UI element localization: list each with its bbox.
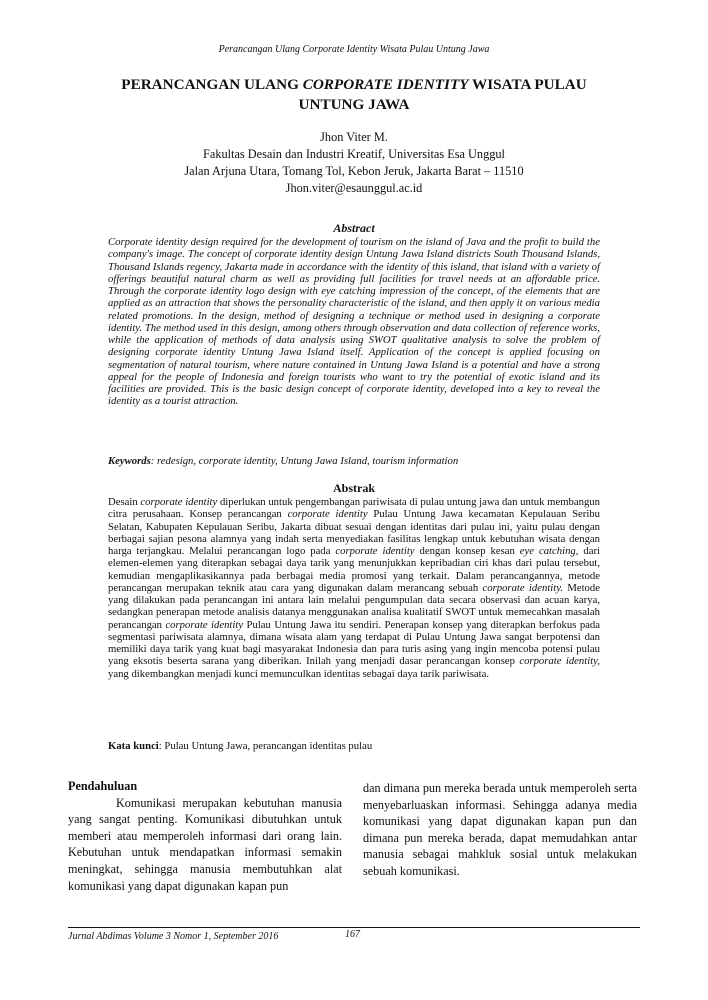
abstract-text: Corporate identity design required for the development of tourism on the island of Java and the profit to build the company's image. The concept of corporate identity design Untung Jawa Island districts South Thousand Islands, Thousand Islands regency, Jakarta made in accordance with the identity of this island, that island with a variety of offerings beautiful natural charm as well as providing full facilities for travel needs at an affordable price. Through the corporate identity logo design with eye catching impression of the concept, of the elements that are applied as an attraction that shows the personality characteristic of the island, and then apply it on various media related promotions. In the design, method of designing a technique or method used in designing a corporate identity. The method used in this design, among others through observation and data collection of reference works, while the application of methods of data analysis using SWOT qualitative analysis to solve the problem of designing corporate identity Untung Jawa Island itself. Application of the concept is applied focusing on segmentation of natural tourism, where nature contained in Untung Jawa Island is a potential and have a strong appeal for the people of Indonesia and foreign tourists who want to try the potential of exotic island and its facilities are provided. This is the basic design concept of corporate identity, developed into a key to reveal the identity as a tourist attraction. xyxy=(108,236,600,408)
abstrak-segment: Desain xyxy=(108,496,141,508)
running-header: Perancangan Ulang Corporate Identity Wisata Pulau Untung Jawa xyxy=(218,44,490,55)
page-number: 167 xyxy=(345,929,360,940)
abstrak-text xyxy=(108,496,600,680)
body-column-left xyxy=(68,778,342,894)
keywords-label: Keywords xyxy=(108,455,151,467)
body-paragraph: dan dimana pun mereka berada untuk memperoleh serta menyebarluaskan informasi. Sehingga adanya media komunikasi yang dapat digunakan kapan pun dan dimana pun mereka berada, dapat memudahkan antar manusia sebagai mahkluk sosial untuk melakukan sebuah komunikasi. xyxy=(363,781,637,878)
abstrak-segment: Metode yang dilakukan pada perancangan ini antara lain melalui pengumpulan data secara observasi dan acuan karya, sedangkan penerapan metode analisis datanya menggunakan analisa kualitatif SWOT untuk memecahkan masalah perancangan xyxy=(108,581,600,631)
title-line-2: UNTUNG JAWA xyxy=(298,96,410,113)
body-column-right xyxy=(363,780,637,880)
abstrak-italic-term: corporate identity xyxy=(287,508,368,521)
author-affiliation: Fakultas Desain dan Industri Kreatif, Universitas Esa Unggul xyxy=(203,147,505,161)
journal-citation: Jurnal Abdimas Volume 3 Nomor 1, September 2016 xyxy=(68,931,279,942)
abstrak-segment: Pulau Untung Jawa itu sendiri. Penerapan konsep yang diterapkan berfokus pada segmentasi pariwisata alamnya, dimana wisata alam yang terdapat di Pulau Untung Jawa sangat berpotensi dan memiliki daya tarik yang kuat bagi masyarakat Indonesia dan para turis asing yang ingin mencoba potensi pulau yang eksotis beserta sarana yang diberikan. Inilah yang menjadi dasar perancangan konsep xyxy=(108,618,600,668)
section-heading: Pendahuluan xyxy=(68,779,138,793)
author-email: Jhon.viter@esaunggul.ac.id xyxy=(285,181,423,195)
body-paragraph: Komunikasi merupakan kebutuhan manusia yang sangat penting. Komunikasi dibutuhkan untuk memberi atau memperoleh informasi dari orang lain. Kebutuhan untuk mendapatkan informasi semakin meningkat, sehingga manusia membutuhkan alat komunikasi yang dapat digunakan kapan pun xyxy=(68,795,342,893)
title-part-1: PERANCANGAN ULANG xyxy=(121,76,303,93)
abstract-heading: Abstract xyxy=(333,221,375,235)
abstrak-segment: dengan konsep kesan xyxy=(414,545,520,557)
keywords-text: : redesign, corporate identity, Untung Jawa Island, tourism information xyxy=(150,455,459,467)
title-italic: CORPORATE IDENTITY xyxy=(302,76,469,93)
footer-rule xyxy=(68,927,640,928)
kata-kunci-line xyxy=(108,740,608,753)
abstrak-segment: diperlukan untuk pengembangan pariwisata di pulau untung jawa dan untuk membangun citra perusahaan. Konsep perancangan xyxy=(108,496,600,521)
abstrak-italic-term: corporate identity xyxy=(165,618,244,631)
abstrak-segment: , dari elemen-elemen yang diterapkan sebagai daya tarik yang menunjukkan kepribadian ciri khas dari pulau tersebut, kemudian mengaplikasikannya pada berbagai media promosi yang terkait. Dalam perancangannya, metode perancangan merupakan teknik atau cara yang digunakan dalam merancang sebuah xyxy=(108,545,601,594)
title-part-2: WISATA PULAU xyxy=(468,76,587,93)
abstrak-segment: Pulau Untung Jawa kecamatan Kepulauan Seribu Selatan, Kabupaten Kepulauan Seribu, Jakarta dibuat sesuai dengan identitas dari pulau ini, yaitu pulau dengan berbagai sajian pesona alamnya yang indah serta menyediakan fasilitas lengkap untuk kebutuhan wisata dengan harga terjangkau. Melalui perancangan logo pada xyxy=(108,508,600,557)
abstrak-segment: yang dikembangkan menjadi kunci memunculkan identitas sebagai daya tarik pariwisata. xyxy=(108,667,490,680)
author-block xyxy=(70,129,638,197)
abstrak-italic-term: corporate identity, xyxy=(519,655,600,668)
abstrak-italic-term: corporate identity xyxy=(335,545,415,557)
keywords-line xyxy=(108,455,608,468)
abstrak-heading: Abstrak xyxy=(332,481,375,495)
author-name: Jhon Viter M. xyxy=(320,130,388,144)
kata-kunci-label: Kata kunci xyxy=(108,740,159,752)
abstrak-italic-term: corporate identity. xyxy=(482,581,564,594)
abstrak-italic-term: eye catching xyxy=(519,545,576,557)
kata-kunci-text: : Pulau Untung Jawa, perancangan identitas pulau xyxy=(158,740,373,752)
abstrak-italic-term: corporate identity xyxy=(140,496,218,508)
author-address: Jalan Arjuna Utara, Tomang Tol, Kebon Jeruk, Jakarta Barat – 11510 xyxy=(184,164,524,178)
paper-title xyxy=(70,75,638,115)
